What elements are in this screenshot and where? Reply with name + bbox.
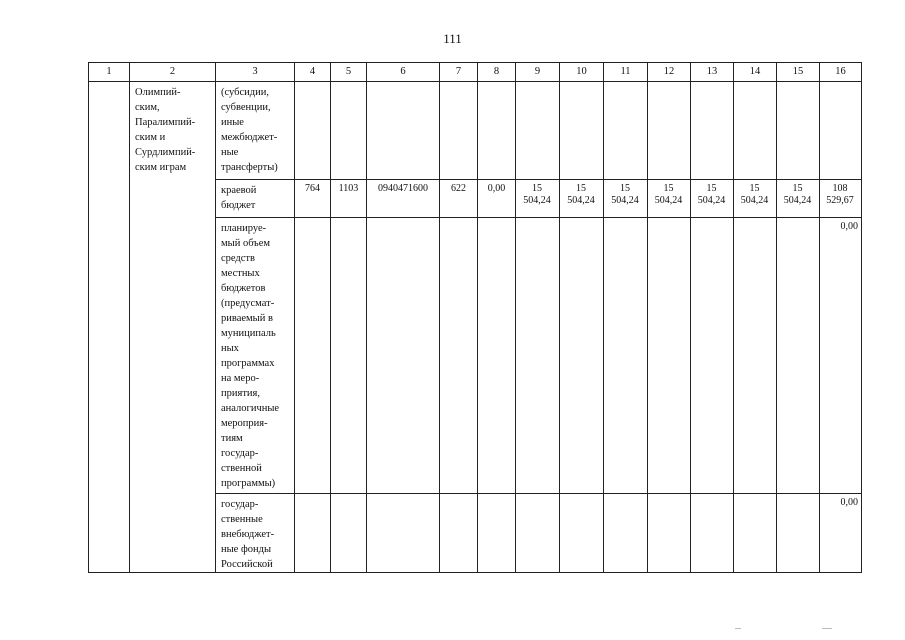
source-cell [216, 218, 295, 494]
scan-mark [735, 628, 741, 629]
table-cell [367, 82, 440, 180]
header-cell: 4 [295, 63, 331, 82]
event-name-text: Олимпий- ским, Паралимпий- ским и Сурдлимпий- ским играм [135, 87, 196, 173]
cell-value: 15 504,24 [740, 183, 769, 206]
cell-value: 0,00 [487, 183, 506, 194]
table-cell [820, 494, 862, 573]
table-cell [777, 82, 820, 180]
event-name-cell [130, 82, 216, 573]
table-cell [820, 180, 862, 218]
table-row [89, 82, 862, 180]
header-cell: 5 [331, 63, 367, 82]
table-cell [734, 218, 777, 494]
table-cell [604, 494, 648, 573]
table-cell [516, 82, 560, 180]
table-cell [478, 180, 516, 218]
table-cell [478, 82, 516, 180]
table-cell [777, 218, 820, 494]
table-cell [478, 218, 516, 494]
source-cell [216, 180, 295, 218]
table-cell [516, 494, 560, 573]
budget-table [88, 62, 862, 573]
table-cell [604, 82, 648, 180]
source-text: (субсидии, субвенции, иные межбюджет- ные трансферты) [221, 87, 278, 173]
table-cell [478, 494, 516, 573]
table-cell [560, 218, 604, 494]
table-cell [648, 180, 691, 218]
source-text: краевой бюджет [221, 185, 257, 211]
cell-value: 15 504,24 [567, 183, 595, 206]
table-cell [648, 494, 691, 573]
source-text: планируе- мый объем средств местных бюджетов (предусмат- риваемый в муниципаль ных программах на меро- приятия, аналогичные мероприя- тиям государ- ственной программы) [221, 223, 280, 489]
header-row [89, 63, 862, 82]
table-cell [516, 180, 560, 218]
table-cell [560, 82, 604, 180]
table-cell [691, 82, 734, 180]
table-cell [295, 218, 331, 494]
table-cell [331, 180, 367, 218]
cell-value: 15 504,24 [697, 183, 726, 206]
cell-value: 0940471600 [378, 183, 428, 194]
header-cell: 1 [89, 63, 130, 82]
table-cell [560, 180, 604, 218]
cell-value: 1103 [338, 183, 359, 194]
table-cell [734, 180, 777, 218]
scan-mark [822, 628, 832, 629]
table-cell [367, 218, 440, 494]
cell-value: 0,00 [840, 221, 858, 232]
table-cell [777, 180, 820, 218]
table-cell [820, 82, 862, 180]
cell-value: 15 504,24 [523, 183, 551, 206]
table-cell [367, 494, 440, 573]
table-cell [560, 494, 604, 573]
table-cell [331, 494, 367, 573]
source-cell [216, 494, 295, 573]
table-cell [331, 82, 367, 180]
table-cell [820, 218, 862, 494]
header-cell: 2 [130, 63, 216, 82]
row-number-cell [89, 82, 130, 573]
table-cell [691, 218, 734, 494]
header-cell: 10 [560, 63, 604, 82]
table-cell [367, 180, 440, 218]
header-cell: 12 [648, 63, 691, 82]
table-cell [604, 180, 648, 218]
source-cell [216, 82, 295, 180]
header-cell: 3 [216, 63, 295, 82]
table-cell [295, 82, 331, 180]
cell-value: 15 504,24 [783, 183, 812, 206]
table-cell [604, 218, 648, 494]
source-text: государ- ственные внебюджет- ные фонды Российской [221, 499, 275, 570]
table-cell [734, 494, 777, 573]
header-cell: 13 [691, 63, 734, 82]
header-cell: 6 [367, 63, 440, 82]
table-cell [331, 218, 367, 494]
header-cell: 14 [734, 63, 777, 82]
table-cell [777, 494, 820, 573]
table-cell [440, 494, 478, 573]
table-cell [648, 82, 691, 180]
header-cell: 11 [604, 63, 648, 82]
table-cell [440, 180, 478, 218]
header-cell: 9 [516, 63, 560, 82]
table-cell [295, 180, 331, 218]
table-cell [440, 82, 478, 180]
cell-value: 0,00 [840, 497, 858, 508]
cell-value: 15 504,24 [654, 183, 683, 206]
table-cell [648, 218, 691, 494]
cell-value: 764 [305, 183, 320, 194]
cell-value: 15 504,24 [611, 183, 639, 206]
page-number: 111 [443, 31, 462, 46]
table-cell [295, 494, 331, 573]
table-cell [734, 82, 777, 180]
header-cell: 16 [820, 63, 862, 82]
cell-value: 622 [451, 183, 466, 194]
cell-value: 108 529,67 [826, 183, 854, 206]
header-cell: 8 [478, 63, 516, 82]
table-cell [691, 180, 734, 218]
table-cell [516, 218, 560, 494]
table-cell [691, 494, 734, 573]
header-cell: 7 [440, 63, 478, 82]
header-cell: 15 [777, 63, 820, 82]
table-cell [440, 218, 478, 494]
